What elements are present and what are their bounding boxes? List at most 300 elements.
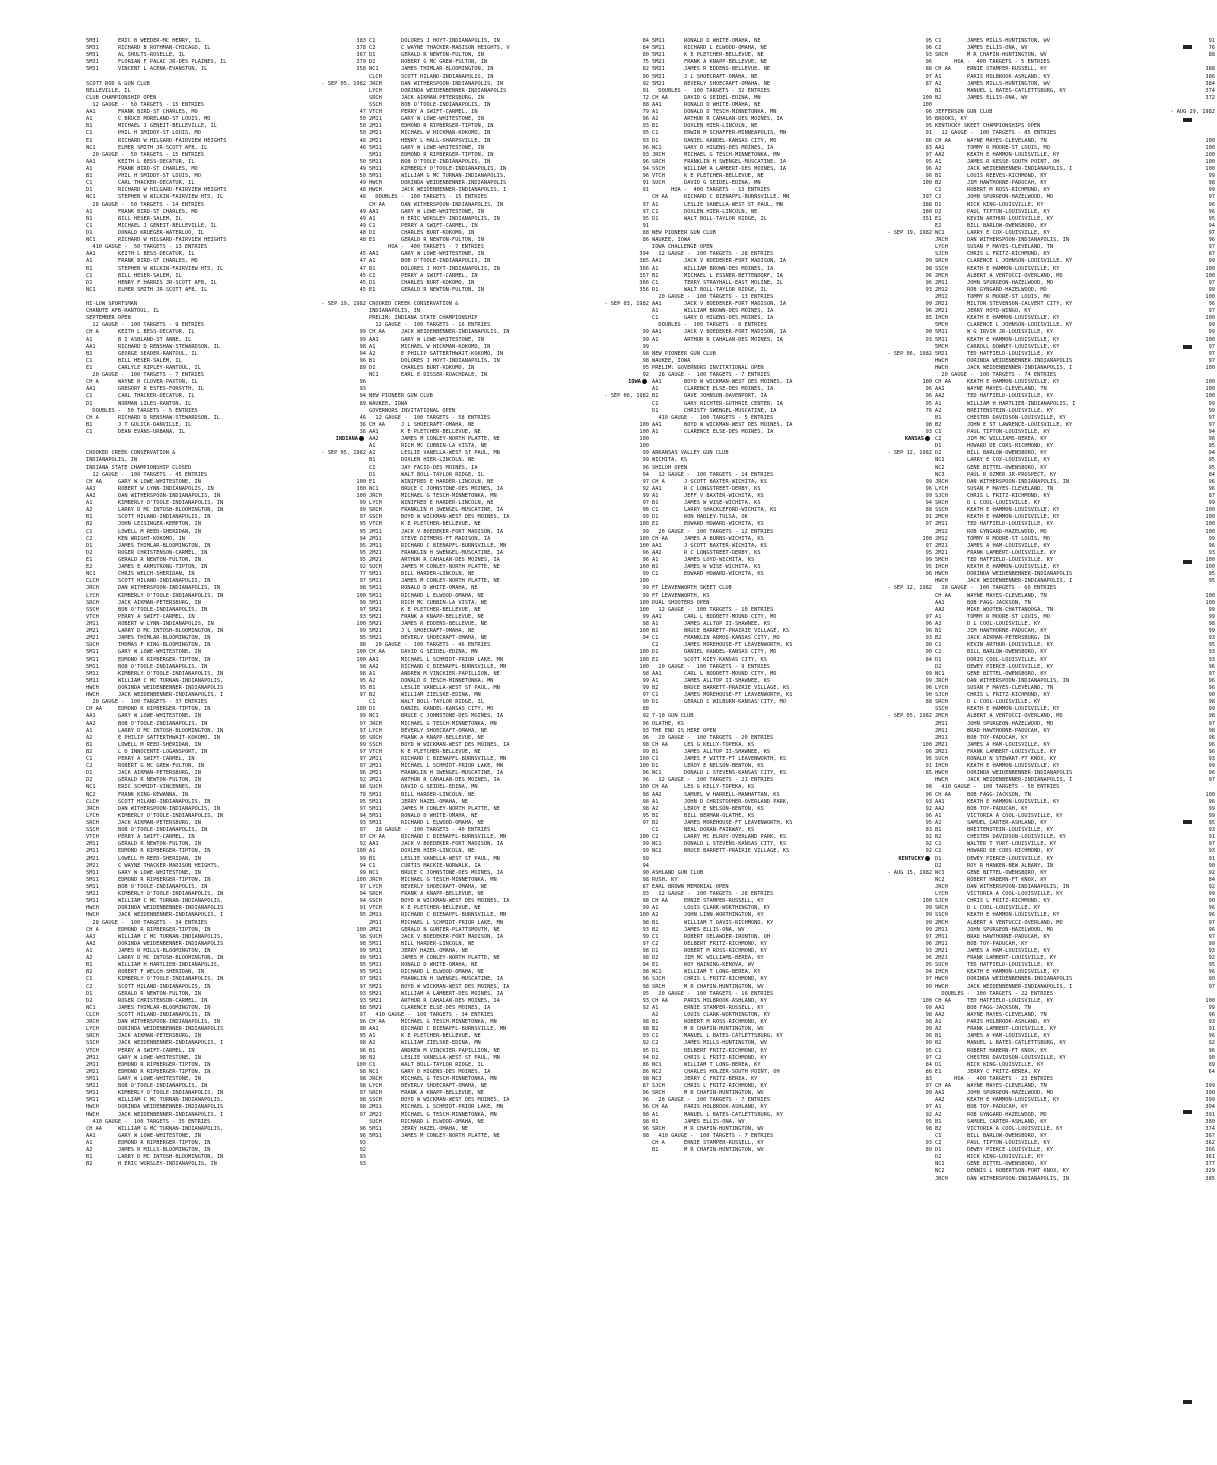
score: 98	[642, 741, 649, 748]
class-code: 5MCH	[935, 322, 948, 329]
shooter-name: MICHAEL J GENEIT-BELLEVILLE, IL	[118, 222, 217, 229]
score: 366	[1205, 1147, 1215, 1154]
shooter-name: KIMBERLY O'TOOLE-INDIANAPOLIS, IN	[118, 670, 224, 677]
shooter-name: JAMES ALLTOP II-SHAWNEE, KS	[684, 620, 771, 627]
shooter-name: TED HATFIELD-LOUISVILLE, KY	[967, 521, 1054, 528]
class-code: D1	[652, 699, 659, 706]
shooter-name: RONALD D WHITE-OMAHA, NE	[401, 585, 478, 592]
class-code: JRCH	[86, 585, 99, 592]
shooter-name: RICHARD W HILGARD-FAIRVIEW HEIGHTS	[118, 187, 227, 194]
shooter-name: ROGER CHRISTENSON-CARMEL, IN	[118, 549, 208, 556]
shooter-name: J L SHOECRAFT-OMAHA, NE	[401, 628, 475, 635]
shooter-name: ARTHUR R CAHALAN-DES MOINES, IA	[401, 777, 500, 784]
class-code: D1	[86, 542, 93, 549]
class-code: 2M11	[935, 940, 948, 947]
class-code: 2M21	[935, 955, 948, 962]
text-line: 12 GAUGE - 100 TARGETS - 45 ENTRIES	[86, 471, 208, 478]
result-row	[935, 735, 1217, 742]
score: 94	[642, 471, 649, 478]
score: 92	[642, 80, 649, 87]
class-code: C1	[86, 272, 93, 279]
shooter-name: ERIC SCHMIDT-VINCENNES, IN	[118, 784, 201, 791]
class-code: D2	[86, 997, 93, 1004]
score: 99	[925, 926, 932, 933]
result-row	[369, 941, 651, 948]
class-code: AA1	[652, 301, 662, 308]
score: 98	[642, 1075, 649, 1082]
class-code: A1	[86, 208, 93, 215]
class-code: SJCH	[935, 251, 948, 258]
score: 96	[925, 748, 932, 755]
result-row	[369, 536, 651, 543]
class-code: 5M11	[369, 798, 382, 805]
class-code: C1	[935, 429, 942, 436]
result-row	[652, 998, 934, 1005]
score: 95	[359, 734, 366, 741]
class-code: E1	[369, 286, 376, 293]
class-code: 2M21	[369, 770, 382, 777]
result-row	[652, 955, 934, 962]
result-row	[86, 529, 368, 536]
shooter-name: KIMBERLY O'TOOLE-INDIANAPOLIS, IN	[118, 500, 224, 507]
score: 80	[642, 52, 649, 59]
score: 100	[639, 521, 649, 528]
score: 99	[359, 869, 366, 876]
class-code: 5M11	[369, 592, 382, 599]
result-row	[935, 1104, 1217, 1111]
score: 96	[925, 308, 932, 315]
shooter-name: BILL HESER-SALEM, IL	[118, 357, 182, 364]
result-row	[652, 38, 934, 45]
result-row	[935, 393, 1217, 400]
score: 92	[642, 1040, 649, 1047]
result-row	[369, 749, 651, 756]
class-code: B2	[369, 692, 376, 699]
result-row	[935, 1133, 1217, 1140]
class-code: NC1	[652, 841, 662, 848]
shooter-name: GARY W LOWE-WHITESTONE, IN	[401, 208, 484, 215]
score: 99	[642, 848, 649, 855]
class-code: LYCH	[935, 684, 948, 691]
shooter-name: GERALD R NEWTON-FULTON, IN	[401, 237, 484, 244]
event-date: - SEP 12, 1982	[887, 450, 932, 457]
score: 97	[359, 763, 366, 770]
result-row	[86, 820, 368, 827]
shooter-name: ARTHUR R CAHALAN-DES MOINES, IA	[401, 556, 500, 563]
shooter-name: K E PLETCHER-BELLEVUE, NE	[401, 429, 481, 436]
result-row	[369, 600, 651, 607]
result-row	[935, 863, 1217, 870]
result-row	[935, 88, 1217, 95]
result-row	[369, 266, 651, 273]
shooter-name: LARRY E COX-LOUISVILLE, KY	[967, 229, 1050, 236]
shooter-name: BILL HESER-SALEM, IL	[118, 272, 182, 279]
score: 100	[639, 784, 649, 791]
score: 87	[925, 80, 932, 87]
class-code: SSCH	[652, 165, 665, 172]
score: 98	[359, 343, 366, 350]
class-code: CLCH	[369, 73, 382, 80]
score: 97	[359, 756, 366, 763]
class-code: 5M11	[86, 649, 99, 656]
results-column	[935, 38, 1217, 1453]
shooter-name: M R CHAFIN-HUNTINGTON, WV	[684, 983, 764, 990]
shooter-name: DELBERT FRITZ-RICHMOND, KY	[684, 940, 767, 947]
score: 99	[925, 912, 932, 919]
score: 94	[359, 862, 366, 869]
shooter-name: KEN WRIGHT-KOKOMO, IN	[118, 535, 185, 542]
score: 96	[359, 1047, 366, 1054]
shooter-name: DORINDA WEIDENBENNER-INDIANAPOLIS	[118, 1026, 224, 1033]
result-row	[935, 351, 1217, 358]
shooter-name: DAN WITHERSPOON-INDIANAPOLIS, IN	[118, 1019, 221, 1026]
score: 79	[642, 109, 649, 116]
shooter-name: WAYNE MAYES-CLEVELAND, TN	[967, 1083, 1047, 1090]
shooter-name: WILLIAM H HARTLIEB-INDIANAPOLIS, I	[967, 400, 1076, 407]
shooter-name: LARRY D MC INTOSH-BLOOMINGTON, IN	[118, 628, 224, 635]
shooter-name: GERALD R NEWTON-FULTON, IN	[118, 777, 201, 784]
shooter-name: GERALD N GUNTER-PLATTSMOUTH, NE	[401, 926, 500, 933]
score: 48	[359, 194, 366, 201]
score: 96	[359, 1125, 366, 1132]
shooter-name: K E PLETCHER-BELLEVUE, NE	[401, 748, 481, 755]
class-code: A2	[86, 507, 93, 514]
shooter-name: BOB TOY-PADUCAH, KY	[967, 1104, 1028, 1111]
class-code: C1	[652, 933, 659, 940]
shooter-name: JOHN D CHRISTOPHER-OVERLAND PARK,	[684, 798, 790, 805]
score: 98	[642, 983, 649, 990]
score: 95	[925, 564, 932, 571]
class-code: C2	[86, 535, 93, 542]
shooter-name: FRANK A KNAPP-BELLEVUE, NE	[401, 734, 484, 741]
club-name: ARKANSAS VALLEY GUN CLUB	[652, 450, 729, 457]
result-row	[86, 401, 368, 408]
score: 96	[642, 720, 649, 727]
shooter-name: M R CHAFIN-HUNTINGTON, WV	[967, 52, 1047, 59]
score: 97	[642, 201, 649, 208]
result-row	[369, 45, 651, 52]
text-line: INDIANAPOLIS, IN	[369, 308, 421, 315]
class-code: AA1	[935, 599, 945, 606]
class-code: 2M11	[369, 756, 382, 763]
result-row	[935, 721, 1217, 728]
state-heading	[86, 436, 368, 443]
result-row	[652, 1069, 934, 1076]
result-row	[935, 543, 1217, 550]
class-code: 2M11	[935, 521, 948, 528]
result-row	[369, 969, 651, 976]
class-code: B2	[652, 684, 659, 691]
score: 93	[1208, 756, 1215, 763]
result-row	[652, 756, 934, 763]
result-row	[652, 1055, 934, 1062]
shooter-name: SCOTT HILAND-INDIANAPOLIS, IN	[401, 73, 494, 80]
class-code: AA1	[652, 485, 662, 492]
result-row	[369, 728, 651, 735]
shooter-name: DEWEY PIERCE-LOUISVILLE, KY	[967, 1147, 1054, 1154]
result-row	[652, 308, 934, 315]
result-row	[652, 649, 934, 656]
result-row	[369, 657, 651, 664]
class-code: 5M11	[86, 884, 99, 891]
class-code: 5M31	[86, 38, 99, 44]
result-row	[86, 635, 368, 642]
shooter-name: BOB TOY-PADUCAH, KY	[967, 734, 1028, 741]
score: 93	[925, 1139, 932, 1146]
class-code: SRCH	[369, 94, 382, 101]
result-row	[652, 52, 934, 59]
score: 98	[1208, 620, 1215, 627]
score: 97	[925, 976, 932, 983]
class-code: SSCH	[86, 827, 99, 834]
result-row	[369, 109, 651, 116]
shooter-name: DOXLEN HIER-LINCOLN, NE	[401, 848, 475, 855]
class-code: 5M21	[369, 613, 382, 620]
shooter-name: J T GULICK-DANVILLE, IL	[118, 421, 192, 428]
result-row	[369, 159, 651, 166]
score: 93	[1208, 656, 1215, 663]
score: 95	[642, 130, 649, 137]
score: 93	[642, 137, 649, 144]
score: 99	[642, 343, 649, 350]
class-code: SUCH	[86, 642, 99, 649]
score: 90	[925, 329, 932, 336]
class-code: 2M21	[86, 628, 99, 635]
score: 96	[925, 620, 932, 627]
shooter-name: RICHARD C BIENAPFL-BURNSVILLE, MN	[401, 663, 507, 670]
class-code: AA2	[652, 549, 662, 556]
shooter-name: RICHARD W HILGARD-FAIRVIEW HEIGHTS	[118, 137, 227, 144]
result-row	[86, 941, 368, 948]
shooter-name: CARL THACKER-DECATUR, IL	[118, 180, 195, 187]
score: 91	[642, 87, 649, 94]
class-code: 5M21	[369, 606, 382, 613]
score: 95	[359, 912, 366, 919]
class-code: 5M11	[369, 962, 382, 969]
shooter-name: JACK WEIDENBENNER-INDIANAPOLIS, I	[118, 912, 224, 919]
class-code: 2M11	[369, 535, 382, 542]
result-row	[369, 166, 651, 173]
score: 97	[642, 478, 649, 485]
shooter-name: VINCENT L ACENA-EVANSTON, IL	[118, 66, 208, 73]
result-row	[652, 792, 934, 799]
result-row	[369, 187, 651, 194]
class-code: A2	[652, 1011, 659, 1018]
class-code: 2M11	[86, 848, 99, 855]
shooter-name: DORINDA WEIDENBENNER-INDIANAPOLIS	[118, 940, 224, 947]
club-name: JEFFERSON GUN CLUB	[935, 109, 993, 116]
event-date: - AUG 15, 1982	[887, 869, 932, 876]
class-code: B1	[652, 564, 659, 571]
score: 99	[1208, 812, 1215, 819]
score: 100	[639, 443, 649, 450]
shooter-name: ROB GYNGARD-HAZELWOOD, MO	[967, 1111, 1047, 1118]
class-code: E1	[935, 215, 942, 222]
class-code: B1	[935, 628, 942, 635]
shooter-name: JACK V BOEDEKER-FORT MADISON, IA	[401, 528, 504, 535]
result-row	[652, 258, 934, 265]
score: 380	[922, 208, 932, 215]
score: 75	[642, 59, 649, 66]
shooter-name: KEATH E HAMMON-LOUISVILLE, KY	[967, 969, 1060, 976]
score: 88	[359, 1004, 366, 1011]
result-row	[652, 379, 934, 386]
shooter-name: DORINDA WEIDENBENNER-INDIANAPOLIS	[967, 770, 1073, 777]
result-row	[935, 550, 1217, 557]
score: 99	[359, 599, 366, 606]
result-row	[935, 1161, 1217, 1168]
text-line: 20 GAUGE - 100 TARGETS - 12 ENTRIES	[652, 528, 774, 535]
shooter-name: M R CHAFIN-HUNTINGTON, WV	[684, 1090, 764, 1097]
score: 98	[642, 798, 649, 805]
score: 91	[642, 222, 649, 229]
text-line: 28 GAUGE - 100 TARGETS - 34 ENTRIES	[86, 919, 208, 926]
result-row	[86, 173, 368, 180]
shooter-name: DOXLEN HIER-LINCOLN, NE	[401, 457, 475, 464]
class-code: HWCH	[86, 1104, 99, 1111]
shooter-name: JOHN E ST LAWRENCE-LOUISVILLE, KY	[967, 421, 1073, 428]
shooter-name: WINIFRED E HARDER-LINCOLN, NE	[401, 478, 494, 485]
class-code: SRCH	[935, 52, 948, 59]
shooter-name: JACK WEIDENBENNER-INDIANAPOLIS, I	[967, 777, 1073, 784]
class-code: B2	[935, 94, 942, 101]
score: 100	[356, 620, 366, 627]
score: 96	[1208, 237, 1215, 244]
shooter-name: EARL E DISSER-ROACHDALE, IN	[401, 372, 488, 379]
result-row	[935, 173, 1217, 180]
result-row	[652, 948, 934, 955]
class-code: SSCH	[369, 741, 382, 748]
shooter-name: ROGER CHRISTENSON-CARMEL, IN	[118, 997, 208, 1004]
class-code: 5M11	[369, 585, 382, 592]
score: 100	[1205, 507, 1215, 514]
text-line: 410 GAUGE - 100 TARGETS - 7 ENTRIES	[652, 1132, 774, 1139]
class-code: C2	[369, 45, 376, 52]
shooter-name: J L SHOECRAFT-OMAHA, NE	[684, 73, 758, 80]
shooter-name: SCOTT HILAND-INDIANAPOLIS, IN	[118, 798, 211, 805]
score: 89	[925, 1147, 932, 1154]
score: 100	[1205, 315, 1215, 322]
class-code: LYCH	[86, 1026, 99, 1033]
score: 97	[359, 606, 366, 613]
shooter-name: ERNIE STAMPER-RUSSELL, KY	[684, 1139, 764, 1146]
class-code: NC2	[652, 1068, 662, 1075]
class-code: D1	[369, 365, 376, 372]
result-row	[369, 130, 651, 137]
class-code: 2MCH	[935, 919, 948, 926]
shooter-name: CHRIS L FRITZ-RICHMOND, KY	[967, 493, 1050, 499]
shooter-name: NICK KING-LOUISVILLE, KY	[967, 1154, 1044, 1161]
shooter-name: L D INNOCENTE-LOGANSPORT, IN	[118, 748, 208, 755]
class-code: B1	[86, 350, 93, 357]
shooter-name: JAMES R EDDENS-BELLEVUE, NE	[401, 620, 488, 627]
result-row	[935, 1112, 1217, 1119]
class-code: 5M11	[369, 1125, 382, 1132]
shooter-name: JACK WEIDENBENNER-INDIANAPOLIS, I	[967, 983, 1073, 990]
shooter-name: JAMES W WISE-WICHITA, KS	[684, 564, 761, 571]
score: 97	[925, 613, 932, 620]
score: 84	[925, 656, 932, 663]
result-row	[652, 685, 934, 692]
result-row	[369, 123, 651, 130]
result-row	[369, 145, 651, 152]
result-row	[86, 358, 368, 365]
class-code: AA1	[86, 1132, 96, 1139]
score: 47	[359, 109, 366, 116]
shooter-name: CHRIS L FRITZ-RICHMOND, KY	[684, 1083, 767, 1090]
class-code: A1	[652, 1004, 659, 1011]
result-row	[369, 102, 651, 109]
score: 95	[925, 116, 932, 123]
score: 98	[1208, 727, 1215, 734]
result-row	[86, 912, 368, 919]
shooter-name: BOYD W WICKMAN-WEST DES MOINES, IA	[401, 1097, 510, 1104]
class-code: LYCH	[86, 592, 99, 599]
text-line: WAUKEE, IOWA	[652, 237, 691, 244]
class-code: 5M11	[652, 45, 665, 52]
shooter-name: KEATH E HAMMON-LOUISVILLE, KY	[967, 265, 1060, 272]
shooter-name: NICK KING-LOUISVILLE, KY	[967, 1061, 1044, 1068]
club-header	[935, 109, 1217, 116]
class-code: A1	[369, 670, 376, 677]
class-code: CH AA	[935, 592, 951, 599]
result-row	[935, 244, 1217, 251]
score: 100	[1205, 151, 1215, 158]
shooter-name: JOHN SPURGEON-HAZELWOOD, MO	[967, 926, 1054, 933]
shooter-name: GARY D HIGENS-DES MOINES, IA	[684, 315, 774, 322]
result-row	[935, 877, 1217, 884]
class-code: CH A	[652, 478, 665, 485]
result-row	[369, 337, 651, 344]
class-code: IHCH	[935, 315, 948, 322]
score: 96	[1208, 478, 1215, 485]
score: 100	[639, 606, 649, 613]
score: 95	[1208, 464, 1215, 471]
score: 98	[642, 1019, 649, 1026]
score: 76	[1208, 45, 1215, 52]
result-row	[86, 273, 368, 280]
shooter-name: CARL L BODDETT-MOUND CITY, MO	[684, 670, 777, 677]
shooter-name: JAMES THIMLAR-BLOOMINGTON, IN	[118, 635, 211, 642]
class-code: SRCH	[935, 905, 948, 912]
class-code: D1	[86, 770, 93, 777]
result-row	[86, 927, 368, 934]
shooter-name: E PHILIP SATTERTHWAIT-KOKOMO, IN	[118, 734, 221, 741]
shooter-name: DAVID G SEIDEL-EDINA, MN	[401, 784, 478, 791]
class-code: B1	[652, 272, 659, 279]
text-line: DOUBLES - 100 TARGETS - 32 ENTRIES	[652, 87, 770, 94]
event-date: - SEP 19, 1982	[321, 301, 366, 308]
score: 98	[359, 1068, 366, 1075]
score: 92	[1208, 869, 1215, 876]
shooter-name: M R CHAFIN-HUNTINGTON, WV	[684, 1147, 764, 1154]
result-row	[652, 1062, 934, 1069]
shooter-name: DAVID G SEIDEL-EDINA, MN	[401, 649, 478, 656]
shooter-name: CHRIS L FRITZ-RICHMOND, KY	[967, 251, 1050, 258]
result-row	[369, 841, 651, 848]
class-code: AA1	[652, 542, 662, 549]
shooter-name: DAN WITHERSPOON-INDIANAPOLIS, IN	[118, 585, 221, 592]
shooter-name: JAMES THIMLAR-BLOOMINGTON, IN	[118, 542, 211, 549]
score: 89	[1208, 1061, 1215, 1068]
shooter-name: DONALD D TESCH-MINNETONKA, MN	[401, 677, 494, 684]
shooter-name: FRANK A KNAPP-BELLEVUE, NE	[401, 891, 484, 898]
shooter-name: J SCOTT BAXTER-WICHITA, KS	[684, 478, 767, 485]
result-row	[369, 706, 651, 713]
shooter-name: RICHARD B ROTHMAN-CHICAGO, IL	[118, 45, 211, 52]
class-code: 5M21	[652, 80, 665, 87]
result-row	[935, 614, 1217, 621]
